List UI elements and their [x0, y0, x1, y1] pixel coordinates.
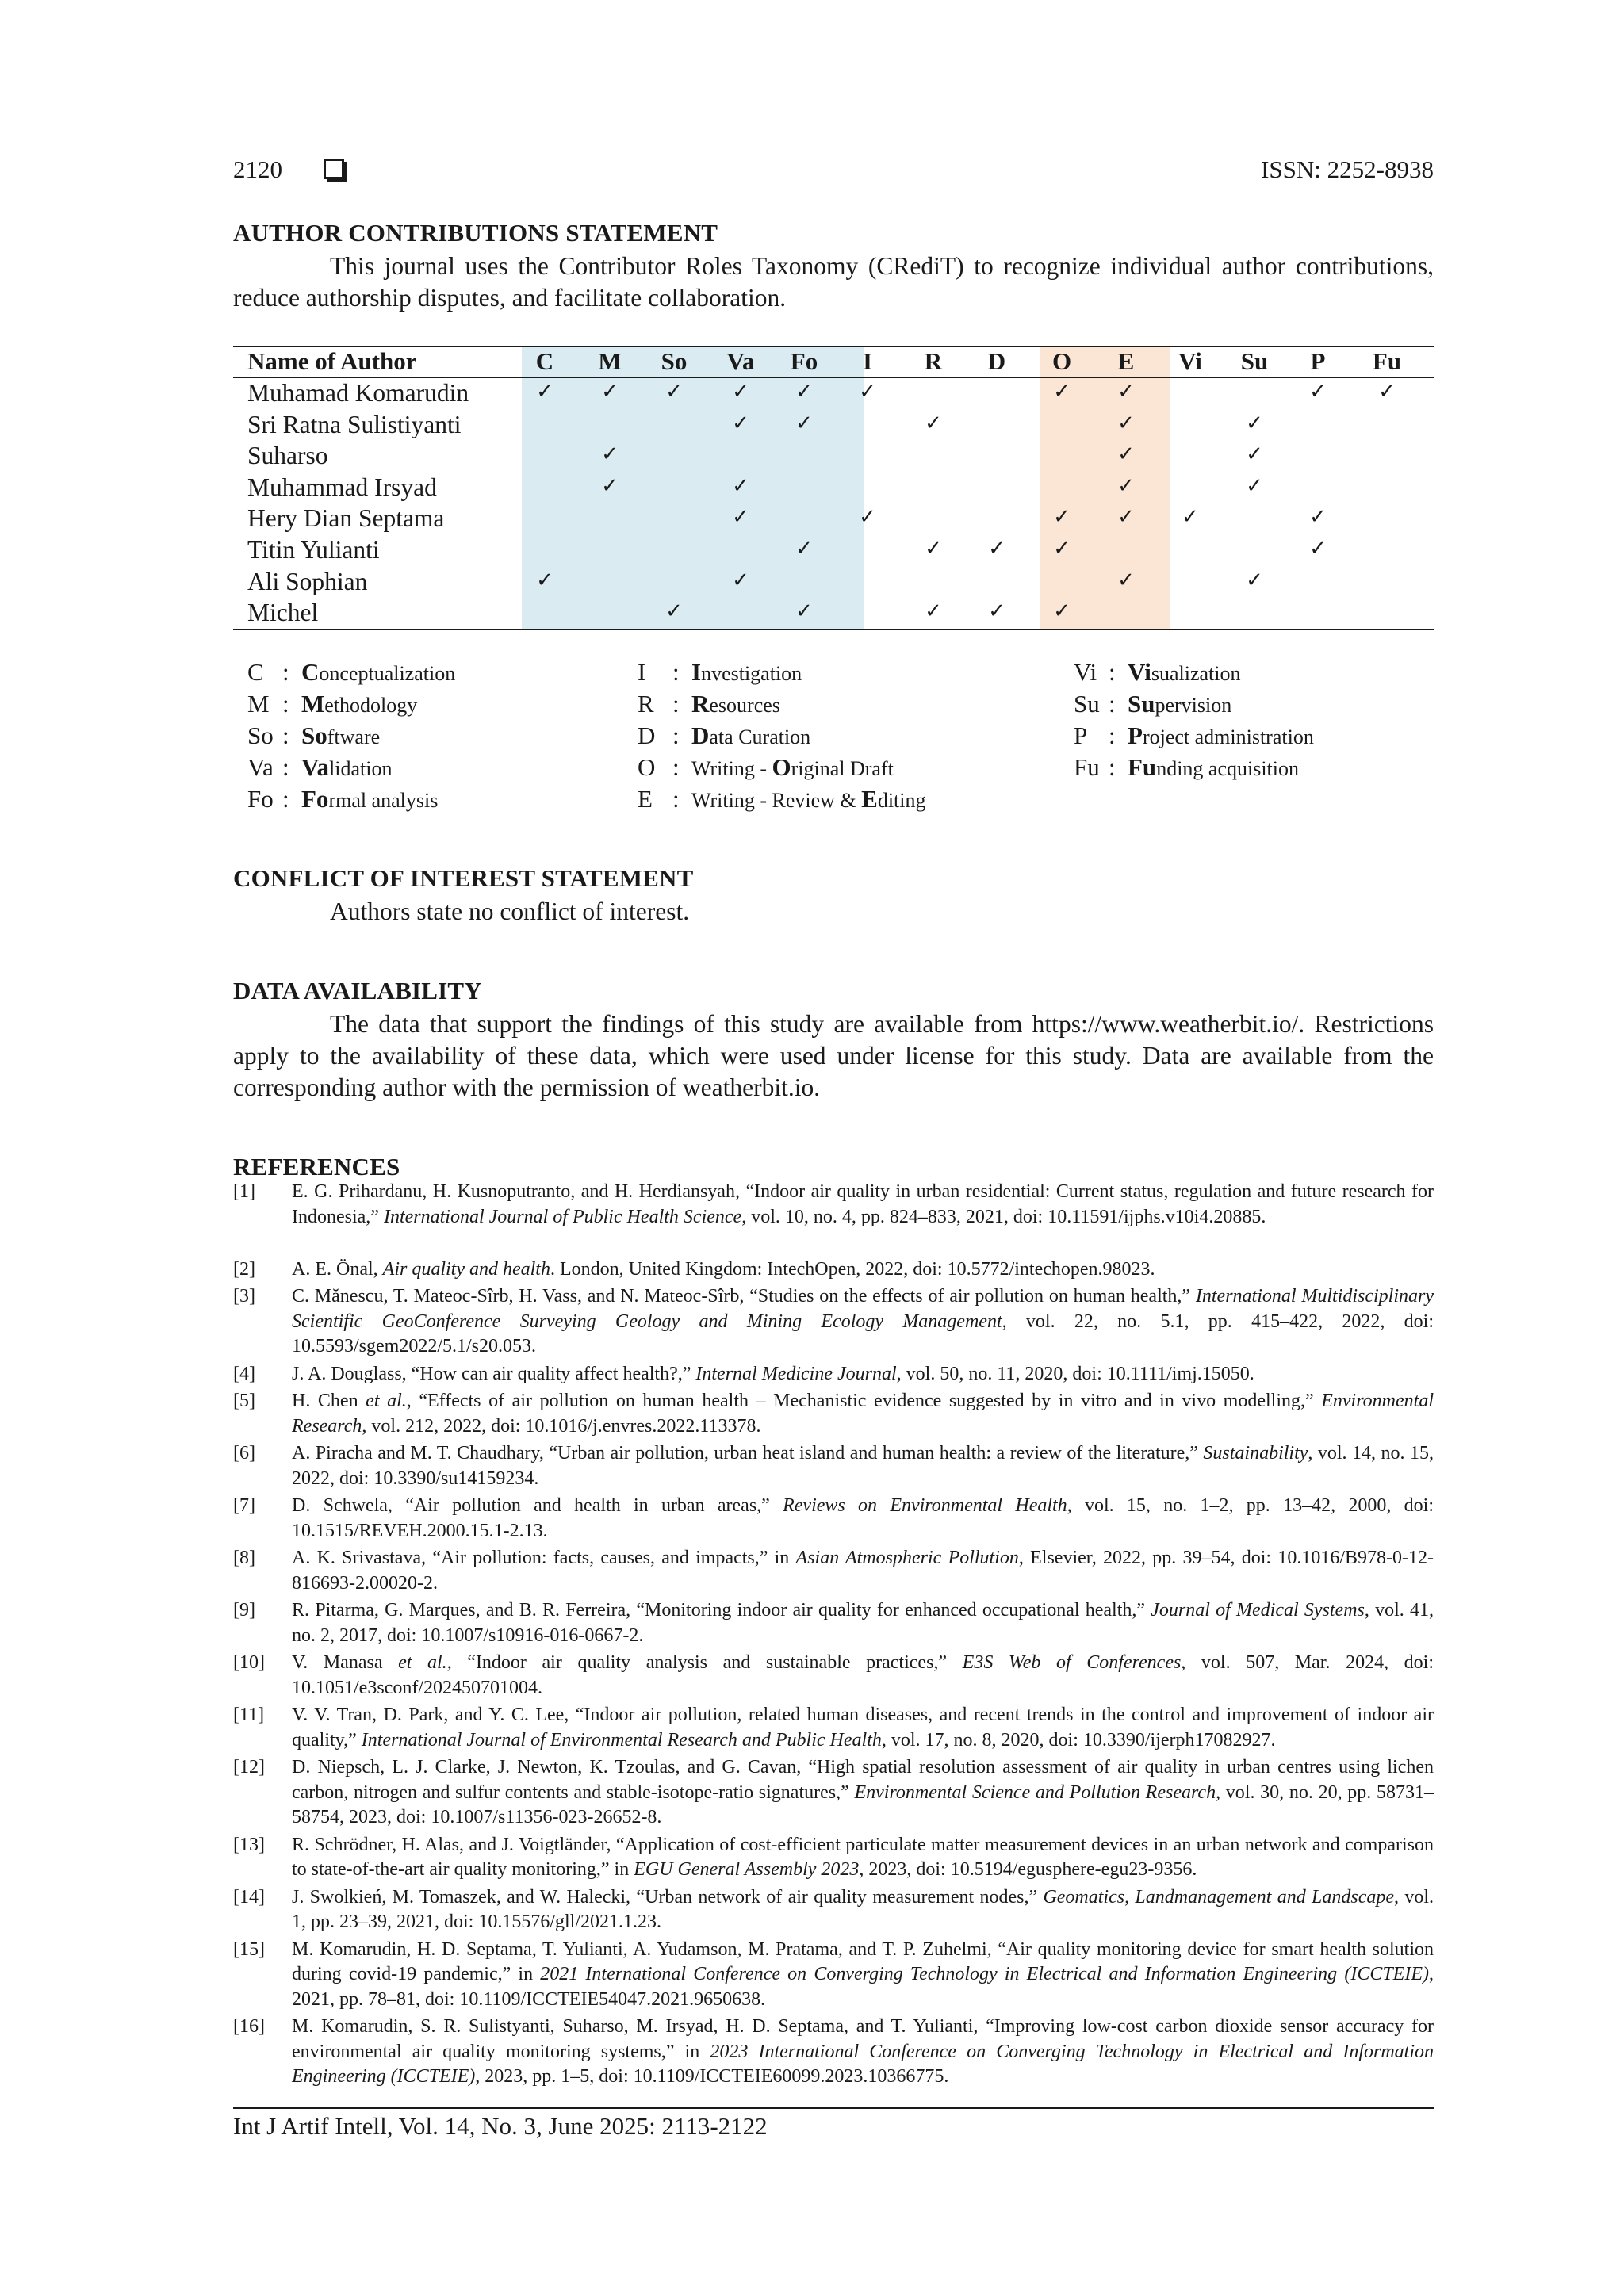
table-row — [233, 377, 1434, 409]
reference-text: V. Manasa et al., “Indoor air quality analysis and sustainable practices,” E3S Web of Conferences, vol. 507, Mar. 2024, doi: 10.1051/e3sconf/202450701004. — [292, 1652, 1434, 1698]
legend-colon: : — [1109, 658, 1116, 686]
legend-abbr: Fu — [1074, 753, 1100, 781]
legend-abbr: C — [247, 658, 264, 686]
reference-number: [13] — [233, 1834, 265, 1855]
reference-text: D. Niepsch, L. J. Clarke, J. Newton, K. Tzoulas, and G. Cavan, “High spatial resolution assessment of air quality in urban centres using lichen carbon, nitrogen and sulfur contents and stable-isotope-ratio signatures,” Environmental Science and Pollution Research, vol. 30, no. 20, pp. 58731–58754, 2023, doi: 10.1007/s11356-023-26652-8. — [292, 1757, 1434, 1827]
legend-colon: : — [282, 658, 289, 686]
column-header-c: C — [535, 347, 554, 375]
legend-definition: Funding acquisition — [1128, 753, 1300, 781]
column-header-o: O — [1051, 347, 1072, 375]
author-name: Michel — [247, 599, 319, 627]
table-row — [233, 534, 1434, 566]
check-icon: ✓ — [1117, 473, 1135, 498]
check-icon: ✓ — [988, 537, 1005, 561]
legend-definition: Methodology — [301, 690, 418, 718]
check-icon: ✓ — [1246, 473, 1263, 498]
reference-number: [4] — [233, 1363, 255, 1384]
reference-number: [7] — [233, 1495, 255, 1516]
check-icon: ✓ — [1117, 380, 1135, 404]
reference-text: V. V. Tran, D. Park, and Y. C. Lee, “Indoor air pollution, related human diseases, and recent trends in the control and improvement of indoor air quality,” International Journal of Environmental Research and Public Health, vol. 17, no. 8, 2020, doi: 10.3390/ijerph17082927. — [292, 1705, 1434, 1751]
reference-number: [15] — [233, 1938, 265, 1960]
legend-item-so — [247, 720, 381, 752]
author-contributions-title: AUTHOR CONTRIBUTIONS STATEMENT — [233, 219, 718, 247]
table-row — [233, 409, 1434, 441]
roles-legend — [233, 656, 1434, 815]
check-icon: ✓ — [1053, 537, 1071, 561]
check-icon: ✓ — [795, 537, 813, 561]
reference-number: [14] — [233, 1886, 265, 1908]
reference-number: [9] — [233, 1600, 255, 1621]
legend-item-va — [247, 752, 393, 783]
author-contributions-intro: This journal uses the Contributor Roles Taxonomy (CRediT) to recognize individual author contributions, reduce authorship disputes, and facilitate collaboration. — [233, 252, 1434, 312]
page-number: 2120 — [233, 155, 282, 183]
legend-item-fu — [1074, 752, 1300, 783]
check-icon: ✓ — [1246, 442, 1263, 467]
reference-text: E. G. Prihardanu, H. Kusnoputranto, and H. Herdiansyah, “Indoor air quality in urban residential: Current status, regulation and future research for Indonesia,” International Journal of Public Health Science, vol. 10, no. 4, pp. 824–833, 2021, doi: 10.11591/ijphs.v10i4.20885. — [292, 1181, 1434, 1227]
author-name: Sri Ratna Sulistiyanti — [247, 410, 462, 438]
table-row — [233, 503, 1434, 534]
legend-colon: : — [672, 658, 680, 686]
legend-abbr: Su — [1074, 690, 1100, 718]
check-icon: ✓ — [1117, 505, 1135, 530]
legend-item-i — [638, 656, 802, 688]
author-name: Suharso — [247, 442, 328, 470]
legend-colon: : — [1109, 690, 1116, 718]
reference-number: [6] — [233, 1443, 255, 1464]
column-header-d: D — [987, 347, 1006, 375]
check-icon: ✓ — [1053, 505, 1071, 530]
check-icon: ✓ — [859, 380, 876, 404]
check-icon: ✓ — [732, 473, 749, 498]
legend-colon: : — [282, 690, 289, 718]
legend-abbr: Fo — [247, 785, 274, 813]
legend-abbr: So — [247, 721, 274, 749]
legend-item-e — [638, 783, 926, 815]
reference-text: J. Swolkień, M. Tomaszek, and W. Halecki, “Urban network of air quality measurement nodes,” Geomatics, Landmanagement and Landscape, vol. 1, pp. 23–39, 2021, doi: 10.15576/gll/2021.1.23. — [292, 1886, 1434, 1932]
name-of-author-header: Name of Author — [247, 347, 417, 375]
check-icon: ✓ — [925, 411, 942, 435]
legend-definition: Writing - Original Draft — [691, 753, 894, 781]
legend-abbr: D — [638, 721, 656, 749]
reference-number: [11] — [233, 1705, 265, 1725]
reference-text: C. Mănescu, T. Mateoc-Sîrb, H. Vass, and N. Mateoc-Sîrb, “Studies on the effects of air pollution on human health,” International Multidisciplinary Scientific GeoConference Surveying Geology and Mining Ecology Management, vol. 22, no. 5.1, pp. 415–422, 2022, doi: 10.5593/sgem2022/5.1/s20.053. — [292, 1286, 1434, 1357]
author-name: Hery Dian Septama — [247, 504, 445, 533]
legend-item-vi — [1074, 656, 1241, 688]
check-icon: ✓ — [601, 442, 619, 467]
check-icon: ✓ — [601, 473, 619, 498]
column-header-fu: Fu — [1372, 347, 1402, 375]
table-row — [233, 566, 1434, 598]
conflict-title: CONFLICT OF INTEREST STATEMENT — [233, 864, 694, 892]
legend-item-r — [638, 688, 780, 720]
legend-abbr: O — [638, 753, 656, 781]
legend-abbr: R — [638, 690, 654, 718]
footer-citation: Int J Artif Intell, Vol. 14, No. 3, June 2025: 2113-2122 — [233, 2112, 768, 2140]
footer-rule — [233, 2107, 1434, 2109]
issn: ISSN: 2252-8938 — [1261, 155, 1434, 183]
check-icon: ✓ — [1053, 599, 1071, 624]
legend-colon: : — [282, 785, 289, 813]
check-icon: ✓ — [795, 411, 813, 435]
legend-item-d — [638, 720, 811, 752]
column-header-va: Va — [726, 347, 755, 375]
reference-text: H. Chen et al., “Effects of air pollution on human health – Mechanistic evidence suggested by in vitro and in vivo modelling,” Environmental Research, vol. 212, 2022, doi: 10.1016/j.envres.2022.113378. — [292, 1391, 1434, 1437]
check-icon: ✓ — [536, 568, 553, 592]
column-header-so: So — [661, 347, 688, 375]
author-name: Muhammad Irsyad — [247, 473, 437, 501]
reference-number: [5] — [233, 1391, 255, 1411]
legend-item-m — [247, 688, 418, 720]
reference-text: M. Komarudin, H. D. Septama, T. Yulianti, A. Yudamson, M. Pratama, and T. P. Zuhelmi, “Air quality monitoring device for smart health solution during covid-19 pandemic,” in 2021 International Conference on Converging Technology in Electrical and Information Engineering (ICCTEIE), 2021, pp. 78–81, doi: 10.1109/ICCTEIE54047.2021.9650638. — [292, 1938, 1434, 2010]
legend-abbr: Vi — [1074, 658, 1097, 686]
legend-definition: Supervision — [1128, 690, 1232, 718]
legend-definition: Resources — [691, 690, 780, 718]
column-header-su: Su — [1240, 347, 1269, 375]
legend-item-p — [1074, 720, 1314, 752]
column-header-fo: Fo — [790, 347, 818, 375]
legend-colon: : — [672, 785, 680, 813]
legend-abbr: Va — [247, 753, 274, 781]
check-icon: ✓ — [732, 411, 749, 435]
reference-text: R. Pitarma, G. Marques, and B. R. Ferreira, “Monitoring indoor air quality for enhanced occupational health,” Journal of Medical Systems, vol. 41, no. 2, 2017, doi: 10.1007/s10916-016-0667-2. — [292, 1600, 1434, 1646]
reference-number: [8] — [233, 1548, 255, 1568]
legend-definition: Validation — [301, 753, 393, 781]
reference-text: R. Schrödner, H. Alas, and J. Voigtländer, “Application of cost-efficient particulate matter measurement devices in an urban network and comparison to state-of-the-art air quality monitoring,” in EGU General Assembly 2023, 2023, doi: 10.5194/egusphere-egu23-9356. — [292, 1834, 1434, 1880]
reference-text: A. E. Önal, Air quality and health. London, United Kingdom: IntechOpen, 2022, doi: 10.5772/intechopen.98023. — [292, 1258, 1155, 1280]
check-icon: ✓ — [795, 380, 813, 404]
check-icon: ✓ — [795, 599, 813, 624]
reference-number: [1] — [233, 1181, 255, 1202]
legend-abbr: M — [247, 690, 270, 718]
column-header-e: E — [1117, 347, 1135, 375]
legend-definition: Project administration — [1128, 721, 1314, 749]
check-icon: ✓ — [732, 568, 749, 592]
column-header-p: P — [1310, 347, 1326, 375]
check-icon: ✓ — [601, 380, 619, 404]
legend-abbr: E — [638, 785, 653, 813]
author-name: Ali Sophian — [247, 567, 368, 595]
legend-abbr: P — [1074, 721, 1088, 749]
references-title: REFERENCES — [233, 1153, 400, 1181]
check-icon: ✓ — [732, 380, 749, 404]
square-bullet-icon — [324, 159, 344, 179]
data-availability-text: The data that support the findings of this study are available from https://www.weatherbit.io/. Restrictions apply to the availability of these data, which were used under license for this study. Data are available from the corresponding author with the permission of weatherbit.io. — [233, 1010, 1434, 1101]
table-row — [233, 440, 1434, 472]
data-availability-title: DATA AVAILABILITY — [233, 977, 482, 1004]
check-icon: ✓ — [925, 537, 942, 561]
column-header-m: M — [598, 347, 622, 375]
legend-colon: : — [1109, 753, 1116, 781]
check-icon: ✓ — [1378, 380, 1396, 404]
check-icon: ✓ — [536, 380, 553, 404]
legend-definition: Data Curation — [691, 721, 811, 749]
legend-colon: : — [282, 721, 289, 749]
check-icon: ✓ — [859, 505, 876, 530]
legend-colon: : — [672, 721, 680, 749]
legend-item-fo — [247, 783, 439, 815]
column-header-vi: Vi — [1178, 347, 1202, 375]
legend-item-o — [638, 752, 894, 783]
check-icon: ✓ — [1117, 568, 1135, 592]
reference-number: [12] — [233, 1757, 265, 1777]
legend-colon: : — [282, 753, 289, 781]
author-name: Muhamad Komarudin — [247, 379, 469, 407]
legend-colon: : — [1109, 721, 1116, 749]
reference-text: D. Schwela, “Air pollution and health in urban areas,” Reviews on Environmental Health, vol. 15, no. 1–2, pp. 13–42, 2000, doi: 10.1515/REVEH.2000.15.1-2.13. — [292, 1495, 1434, 1541]
legend-colon: : — [672, 753, 680, 781]
reference-number: [10] — [233, 1652, 265, 1673]
legend-abbr: I — [638, 658, 646, 686]
check-icon: ✓ — [665, 380, 683, 404]
table-row — [233, 472, 1434, 503]
legend-definition: Conceptualization — [301, 658, 456, 686]
conflict-text: Authors state no conflict of interest. — [330, 897, 690, 925]
reference-number: [2] — [233, 1258, 255, 1280]
column-header-r: R — [924, 347, 943, 375]
author-name: Titin Yulianti — [247, 536, 380, 564]
reference-number: [3] — [233, 1286, 255, 1307]
reference-text: J. A. Douglass, “How can air quality affect health?,” Internal Medicine Journal, vol. 50, no. 11, 2020, doi: 10.1111/imj.15050. — [292, 1363, 1254, 1384]
legend-definition: Software — [301, 721, 381, 749]
reference-text: A. K. Srivastava, “Air pollution: facts, causes, and impacts,” in Asian Atmospheric Pollution, Elsevier, 2022, pp. 39–54, doi: 10.1016/B978-0-12-816693-2.00020-2. — [292, 1548, 1434, 1594]
check-icon: ✓ — [732, 505, 749, 530]
check-icon: ✓ — [925, 599, 942, 624]
check-icon: ✓ — [665, 599, 683, 624]
legend-definition: Formal analysis — [301, 785, 439, 813]
legend-item-c — [247, 656, 456, 688]
check-icon: ✓ — [1053, 380, 1071, 404]
table-row — [233, 597, 1434, 629]
check-icon: ✓ — [1309, 380, 1327, 404]
check-icon: ✓ — [1117, 411, 1135, 435]
reference-text: A. Piracha and M. T. Chaudhary, “Urban air pollution, urban heat island and human health: a review of the literature,” Sustainability, vol. 14, no. 15, 2022, doi: 10.3390/su14159234. — [292, 1443, 1434, 1489]
check-icon: ✓ — [1246, 568, 1263, 592]
reference-number: [16] — [233, 2016, 265, 2037]
legend-definition: Writing - Review & Editing — [691, 785, 926, 813]
check-icon: ✓ — [1117, 442, 1135, 467]
legend-colon: : — [672, 690, 680, 718]
check-icon: ✓ — [1309, 537, 1327, 561]
contributions-table — [233, 346, 1434, 631]
check-icon: ✓ — [988, 599, 1005, 624]
check-icon: ✓ — [1182, 505, 1199, 530]
column-header-i: I — [862, 347, 873, 375]
check-icon: ✓ — [1246, 411, 1263, 435]
legend-definition: Investigation — [691, 658, 802, 686]
table-bottom-rule — [233, 629, 1434, 630]
reference-text: M. Komarudin, S. R. Sulistyanti, Suharso, M. Irsyad, H. D. Septama, and T. Yulianti, “Improving low-cost carbon dioxide sensor accuracy for environmental air quality monitoring systems,” in 2023 International Conference on Converging Technology in Electrical and Information Engineering (ICCTEIE), 2023, pp. 1–5, doi: 10.1109/ICCTEIE60099.2023.10366775. — [292, 2016, 1434, 2087]
check-icon: ✓ — [1309, 505, 1327, 530]
legend-definition: Visualization — [1128, 658, 1241, 686]
legend-item-su — [1074, 688, 1232, 720]
page-header — [233, 155, 1434, 187]
